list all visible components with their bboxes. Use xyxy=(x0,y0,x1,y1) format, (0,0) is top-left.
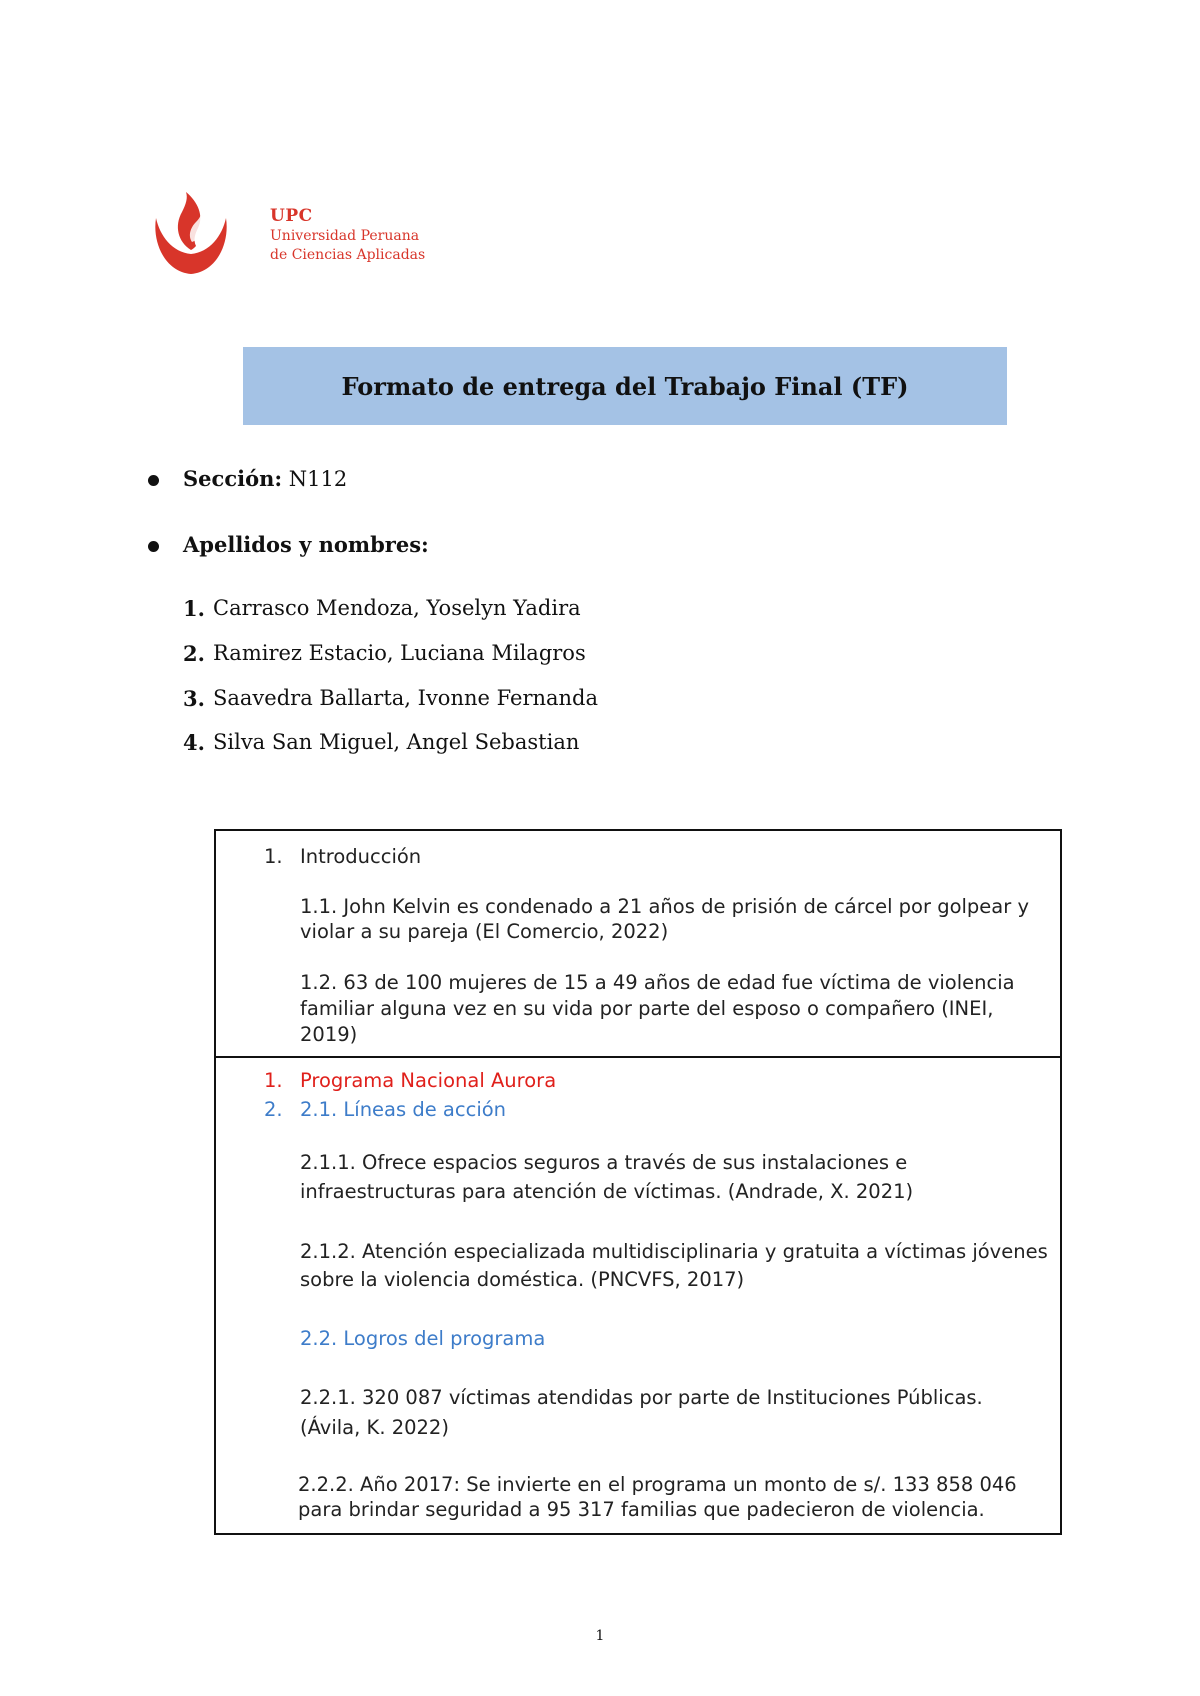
member-number: 1. xyxy=(183,596,205,621)
member-item xyxy=(183,596,581,621)
apellidos-label: Apellidos y nombres: xyxy=(183,532,429,557)
paragraph-2-1-1-line1: 2.1.1. Ofrece espacios seguros a través de sus instalaciones e xyxy=(300,1151,908,1174)
paragraph-2-2-2-line1: 2.2.2. Año 2017: Se invierte en el programa un monto de s/. 133 858 046 xyxy=(298,1473,1017,1496)
paragraph-2-1-2-line2: sobre la violencia doméstica. (PNCVFS, 2017) xyxy=(300,1268,745,1291)
programa-heading: Programa Nacional Aurora xyxy=(300,1069,557,1092)
member-name: Silva San Miguel, Angel Sebastian xyxy=(213,730,580,754)
member-name: Ramirez Estacio, Luciana Milagros xyxy=(213,641,586,665)
paragraph-2-2-1-line2: (Ávila, K. 2022) xyxy=(300,1416,449,1439)
member-number: 4. xyxy=(183,730,205,755)
logros-heading: 2.2. Logros del programa xyxy=(300,1327,546,1350)
logo-acronym: UPC xyxy=(270,206,313,226)
paragraph-1-2-line3: 2019) xyxy=(300,1023,358,1046)
paragraph-2-1-2-line1: 2.1.2. Atención especializada multidisciplinaria y gratuita a víctimas jóvenes xyxy=(300,1240,1048,1263)
member-name: Saavedra Ballarta, Ivonne Fernanda xyxy=(213,686,599,710)
apellidos-row xyxy=(148,532,429,557)
seccion-value: N112 xyxy=(288,466,348,491)
member-number: 3. xyxy=(183,686,205,711)
paragraph-1-2-line1: 1.2. 63 de 100 mujeres de 15 a 49 años de edad fue víctima de violencia xyxy=(300,971,1015,994)
paragraph-2-2-2-line2: para brindar seguridad a 95 317 familias que padecieron de violencia. xyxy=(298,1498,985,1521)
seccion-row xyxy=(148,466,347,491)
lineas-heading: 2.1. Líneas de acción xyxy=(300,1098,507,1121)
member-item xyxy=(183,730,579,755)
content-table xyxy=(214,829,1062,1535)
title-banner xyxy=(243,347,1007,425)
member-item xyxy=(183,641,586,666)
paragraph-1-1-line2: violar a su pareja (El Comercio, 2022) xyxy=(300,920,669,943)
upc-logo-flame-icon xyxy=(148,192,234,278)
table-row-divider xyxy=(216,1056,1060,1058)
logo-name-line2: de Ciencias Aplicadas xyxy=(270,247,426,263)
page-number: 1 xyxy=(595,1628,605,1644)
paragraph-1-1-line1: 1.1. John Kelvin es condenado a 21 años de prisión de cárcel por golpear y xyxy=(300,895,1030,918)
document-title: Formato de entrega del Trabajo Final (TF) xyxy=(341,371,909,401)
member-item xyxy=(183,686,598,711)
programa-number: 1. xyxy=(264,1069,283,1092)
paragraph-2-1-1-line2: infraestructuras para atención de víctimas. (Andrade, X. 2021) xyxy=(300,1180,914,1203)
member-name: Carrasco Mendoza, Yoselyn Yadira xyxy=(213,596,581,620)
paragraph-2-2-1-line1: 2.2.1. 320 087 víctimas atendidas por parte de Instituciones Públicas. xyxy=(300,1386,983,1409)
intro-heading: Introducción xyxy=(300,845,422,868)
bullet-icon xyxy=(148,475,159,486)
bullet-icon xyxy=(148,541,159,552)
paragraph-1-2-line2: familiar alguna vez en su vida por parte del esposo o compañero (INEI, xyxy=(300,997,994,1020)
lineas-number: 2. xyxy=(264,1098,283,1121)
logo-name-line1: Universidad Peruana xyxy=(270,228,420,244)
intro-number: 1. xyxy=(264,845,283,868)
seccion-label: Sección: xyxy=(183,466,283,491)
member-number: 2. xyxy=(183,641,205,666)
